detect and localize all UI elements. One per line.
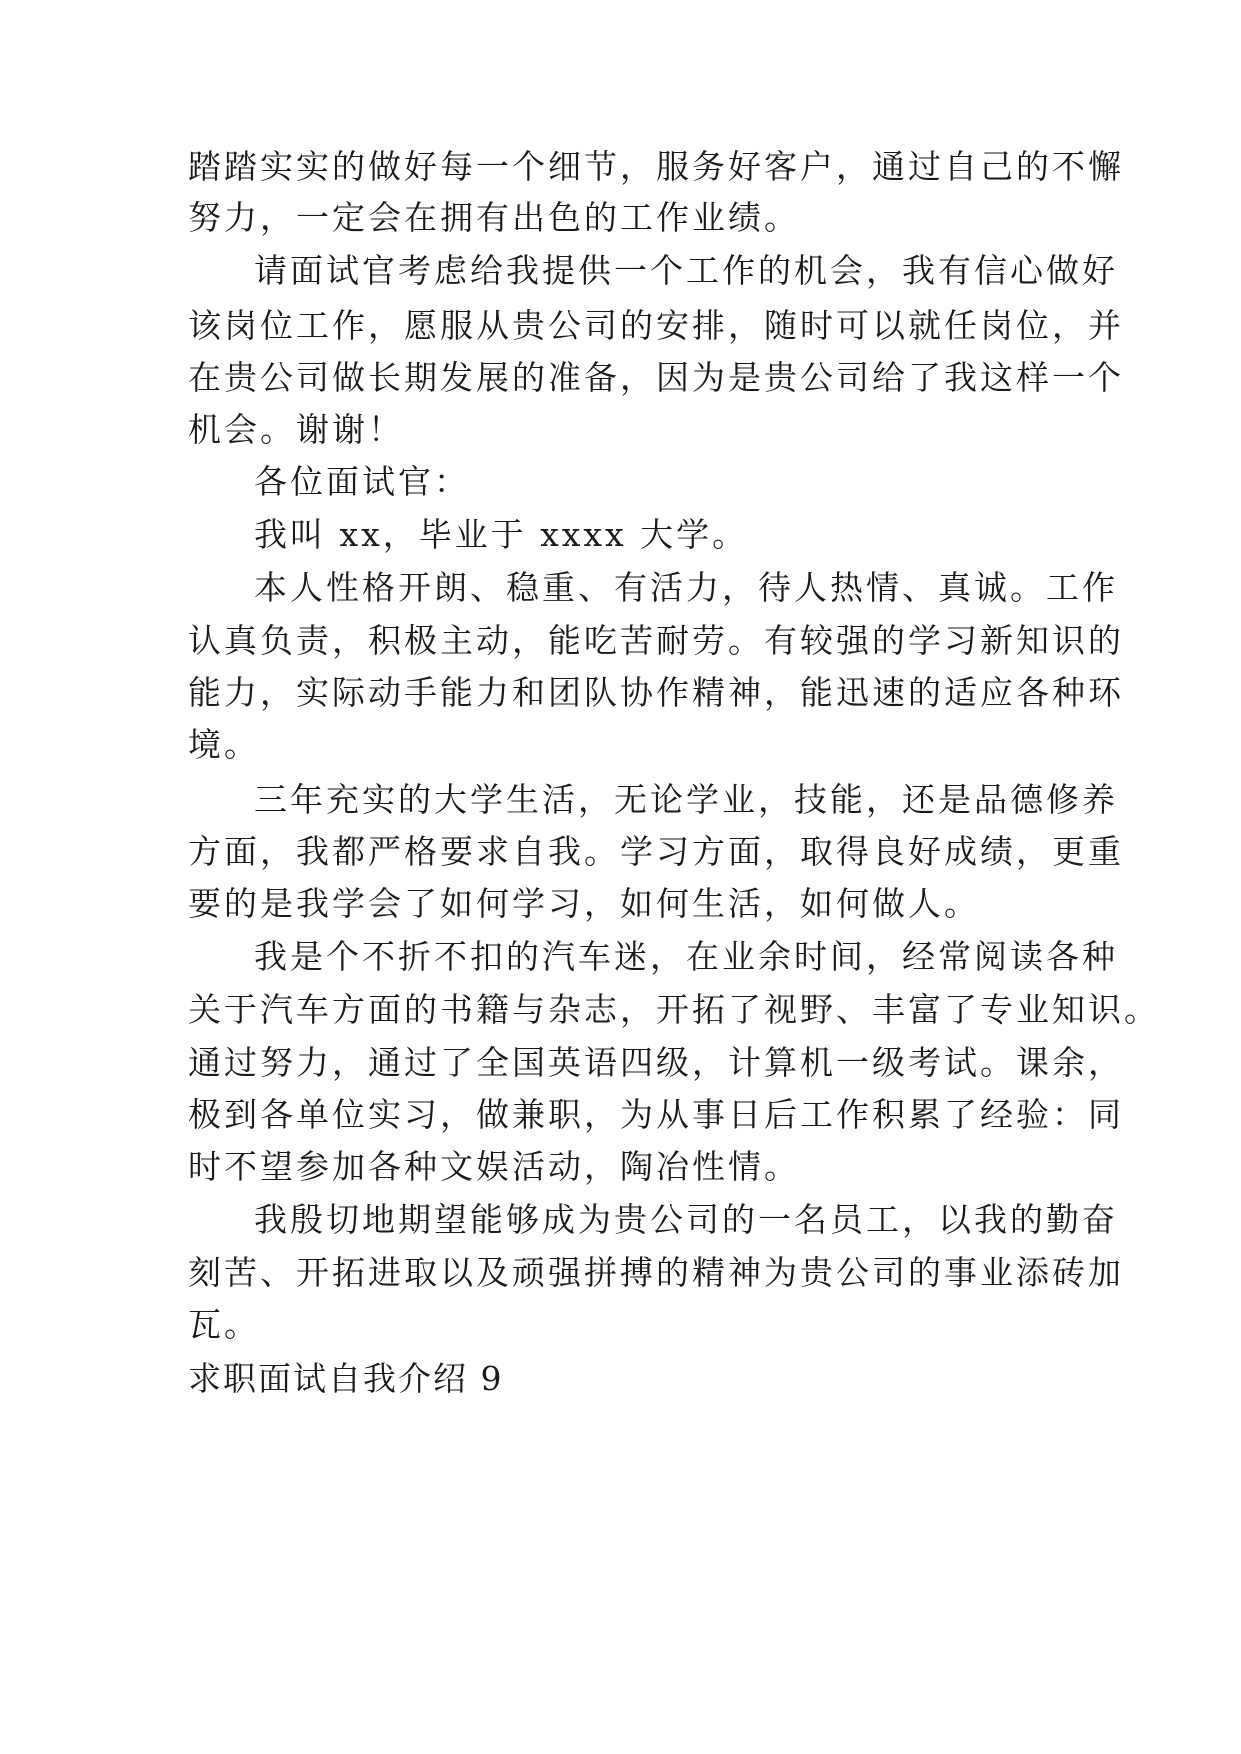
paragraph-line: 请面试官考虑给我提供一个工作的机会，我有信心做好 bbox=[254, 251, 1118, 290]
paragraph-line: 踏踏实实的做好每一个细节，服务好客户，通过自己的不懈 bbox=[188, 147, 1124, 186]
paragraph-line: 本人性格开朗、稳重、有活力，待人热情、真诚。工作 bbox=[254, 568, 1118, 607]
paragraph-line: 该岗位工作，愿服从贵公司的安排，随时可以就任岗位，并 bbox=[188, 306, 1124, 345]
paragraph-line: 努力，一定会在拥有出色的工作业绩。 bbox=[188, 198, 800, 237]
paragraph-line: 瓦。 bbox=[188, 1305, 260, 1344]
paragraph-line: 境。 bbox=[188, 725, 260, 764]
paragraph-line: 三年充实的大学生活，无论学业，技能，还是品德修养 bbox=[254, 780, 1118, 819]
paragraph-line: 能力，实际动手能力和团队协作精神，能迅速的适应各种环 bbox=[188, 673, 1124, 712]
paragraph-line: 极到各单位实习，做兼职，为从事日后工作积累了经验：同 bbox=[188, 1095, 1124, 1134]
paragraph-line: 在贵公司做长期发展的准备，因为是贵公司给了我这样一个 bbox=[188, 358, 1124, 397]
salutation: 各位面试官： bbox=[254, 462, 470, 501]
section-heading: 求职面试自我介绍 9 bbox=[188, 1359, 504, 1398]
paragraph-line: 认真负责，积极主动，能吃苦耐劳。有较强的学习新知识的 bbox=[188, 621, 1124, 660]
paragraph-line: 方面，我都严格要求自我。学习方面，取得良好成绩，更重 bbox=[188, 832, 1124, 871]
paragraph-line: 我是个不折不扣的汽车迷，在业余时间，经常阅读各种 bbox=[254, 937, 1118, 976]
paragraph-line: 通过努力，通过了全国英语四级，计算机一级考试。课余， bbox=[188, 1043, 1124, 1082]
paragraph-line: 时不望参加各种文娱活动，陶冶性情。 bbox=[188, 1147, 800, 1186]
paragraph-line: 关于汽车方面的书籍与杂志，开拓了视野、丰富了专业知识。 bbox=[188, 990, 1160, 1029]
paragraph-line: 要的是我学会了如何学习，如何生活，如何做人。 bbox=[188, 884, 980, 923]
paragraph-line: 刻苦、开拓进取以及顽强拼搏的精神为贵公司的事业添砖加 bbox=[188, 1253, 1124, 1292]
paragraph-line: 机会。谢谢！ bbox=[188, 410, 404, 449]
paragraph-line: 我殷切地期望能够成为贵公司的一名员工，以我的勤奋 bbox=[254, 1200, 1118, 1239]
paragraph-line: 我叫 xx，毕业于 xxxx 大学。 bbox=[254, 515, 749, 554]
